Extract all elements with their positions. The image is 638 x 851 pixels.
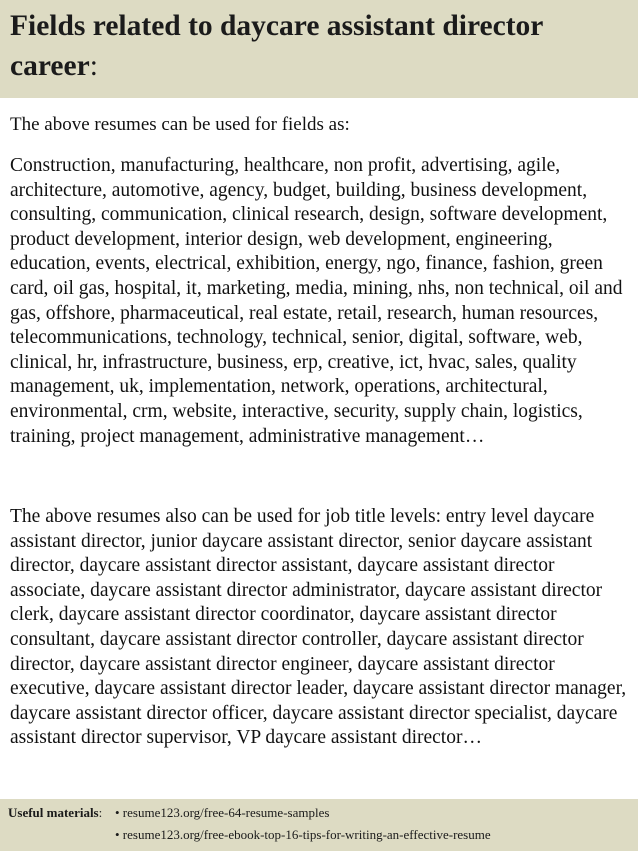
page-title — [10, 6, 630, 86]
job-levels-list: The above resumes also can be used for job title levels: entry level daycare assistant director, junior daycare assistant director, senior daycare assistant director, daycare assistant director assistant, daycare assistant director associate, daycare assistant director administrator, daycare assistant director clerk, daycare assistant director coordinator, daycare assistant director consultant, daycare assistant director controller, daycare assistant director director, daycare assistant director engineer, daycare assistant director executive, daycare assistant director leader, daycare assistant director manager, daycare assistant director officer, daycare assistant director specialist, daycare assistant director supervisor, VP daycare assistant director… — [10, 506, 627, 749]
resume-samples-link[interactable]: • resume123.org/free-64-resume-samples — [115, 805, 330, 820]
intro-text: The above resumes can be used for fields as: — [10, 114, 350, 135]
useful-materials-label — [8, 802, 102, 823]
useful-materials-label-colon: : — [98, 805, 103, 820]
useful-materials-label-text: Useful materials — [8, 805, 99, 820]
ebook-tips-link[interactable]: • resume123.org/free-ebook-top-16-tips-for-writing-an-effective-resume — [115, 827, 491, 842]
page-title-colon: : — [89, 50, 98, 82]
fields-list: Construction, manufacturing, healthcare, non profit, advertising, agile, architecture, automotive, agency, budget, building, business development, consulting, communication, clinical research, design, software development, product development, interior design, web development, engineering, education, events, electrical, exhibition, energy, ngo, finance, fashion, green card, oil gas, hospital, it, marketing, media, mining, nhs, non technical, oil and gas, offshore, pharmaceutical, real estate, retail, research, human resources, telecommunications, technology, technical, senior, digital, software, web, clinical, hr, infrastructure, business, erp, creative, ict, hvac, sales, quality management, uk, implementation, network, operations, architectural, environmental, crm, website, interactive, security, supply chain, logistics, training, project management, administrative management… — [10, 155, 623, 447]
page-title-text: Fields related to daycare assistant director career — [10, 10, 543, 82]
title-band — [0, 0, 638, 98]
footer-band — [0, 799, 638, 851]
